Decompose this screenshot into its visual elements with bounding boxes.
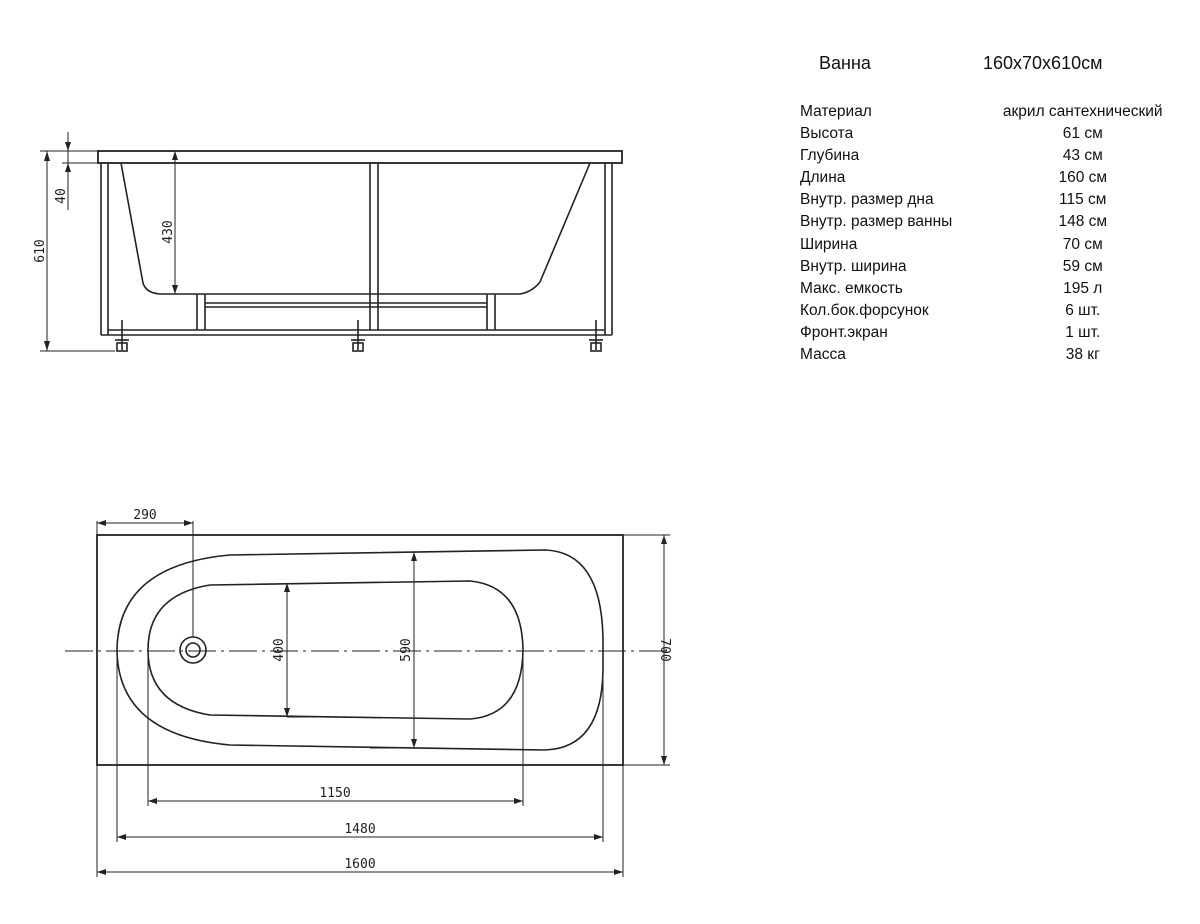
spec-value: 61 см: [1062, 125, 1103, 143]
spec-row: [800, 167, 1180, 189]
spec-label: Высота: [800, 125, 854, 143]
spec-label: Глубина: [800, 147, 860, 165]
spec-value: 115 см: [1059, 191, 1107, 209]
spec-label: Фронт.экран: [800, 323, 888, 341]
spec-value: 6 шт.: [1065, 301, 1101, 319]
side-dim-rim-label: 40: [54, 188, 69, 204]
spec-label: Внутр. ширина: [800, 257, 907, 275]
drain-inner: [186, 643, 200, 657]
spec-value: 38 кг: [1065, 346, 1100, 364]
spec-label: Макс. емкость: [800, 279, 903, 297]
spec-row: [800, 234, 1180, 256]
top-dim-bottom-length-label: 1150: [319, 786, 351, 801]
spec-row: [800, 145, 1180, 167]
side-view: [33, 132, 622, 351]
spec-label: Материал: [800, 103, 872, 120]
spec-value: 195 л: [1063, 279, 1103, 297]
spec-row: [800, 189, 1180, 211]
spec-value: акрил сантехнический: [1002, 103, 1163, 120]
spec-value: 43 см: [1062, 147, 1103, 165]
spec-table: [800, 101, 1180, 366]
spec-label: Кол.бок.форсунок: [800, 301, 929, 319]
spec-value: 70 см: [1062, 235, 1103, 253]
spec-label: Ширина: [800, 235, 858, 253]
top-bottom-area: [148, 581, 523, 719]
top-dim-drain-offset: [97, 520, 193, 637]
top-dim-bottom-length: [148, 655, 523, 806]
spec-row: [800, 211, 1180, 233]
spec-label: Внутр. размер ванны: [800, 213, 953, 231]
top-outer-rim: [97, 535, 623, 765]
side-dim-total-height: [40, 151, 115, 351]
spec-value: 160 см: [1058, 169, 1108, 187]
side-tub-body: [121, 163, 590, 294]
drain-outer: [180, 637, 206, 663]
top-dim-width-label: 700: [657, 638, 672, 662]
spec-label: Масса: [800, 346, 846, 364]
top-view: [65, 508, 672, 877]
spec-row: [800, 322, 1180, 344]
side-dim-depth-label: 430: [161, 220, 176, 244]
top-inner-bowl: [117, 550, 603, 750]
spec-row: [800, 256, 1180, 278]
spec-row: [800, 123, 1180, 145]
side-dim-total-height-label: 610: [33, 239, 48, 263]
spec-label: Внутр. размер дна: [800, 191, 934, 209]
spec-label: Длина: [800, 169, 846, 187]
top-dim-inner-length-label: 1480: [344, 822, 376, 837]
top-dim-drain-offset-label: 290: [133, 508, 157, 523]
spec-row: [800, 344, 1180, 366]
top-dim-bottom-width-label: 400: [272, 638, 287, 662]
spec-value: 59 см: [1062, 257, 1103, 275]
product-name: Ванна: [819, 53, 871, 73]
spec-row: [800, 101, 1180, 123]
spec-row: [800, 278, 1180, 300]
top-dim-inner-length: [117, 655, 603, 842]
spec-value: 148 см: [1058, 213, 1108, 231]
top-dim-bottom-width: [284, 583, 330, 717]
product-size: 160x70x610см: [983, 53, 1103, 73]
spec-row: [800, 300, 1180, 322]
top-dim-inner-width-label: 590: [399, 638, 414, 662]
spec-value: 1 шт.: [1065, 323, 1101, 341]
top-dim-length-label: 1600: [344, 857, 376, 872]
